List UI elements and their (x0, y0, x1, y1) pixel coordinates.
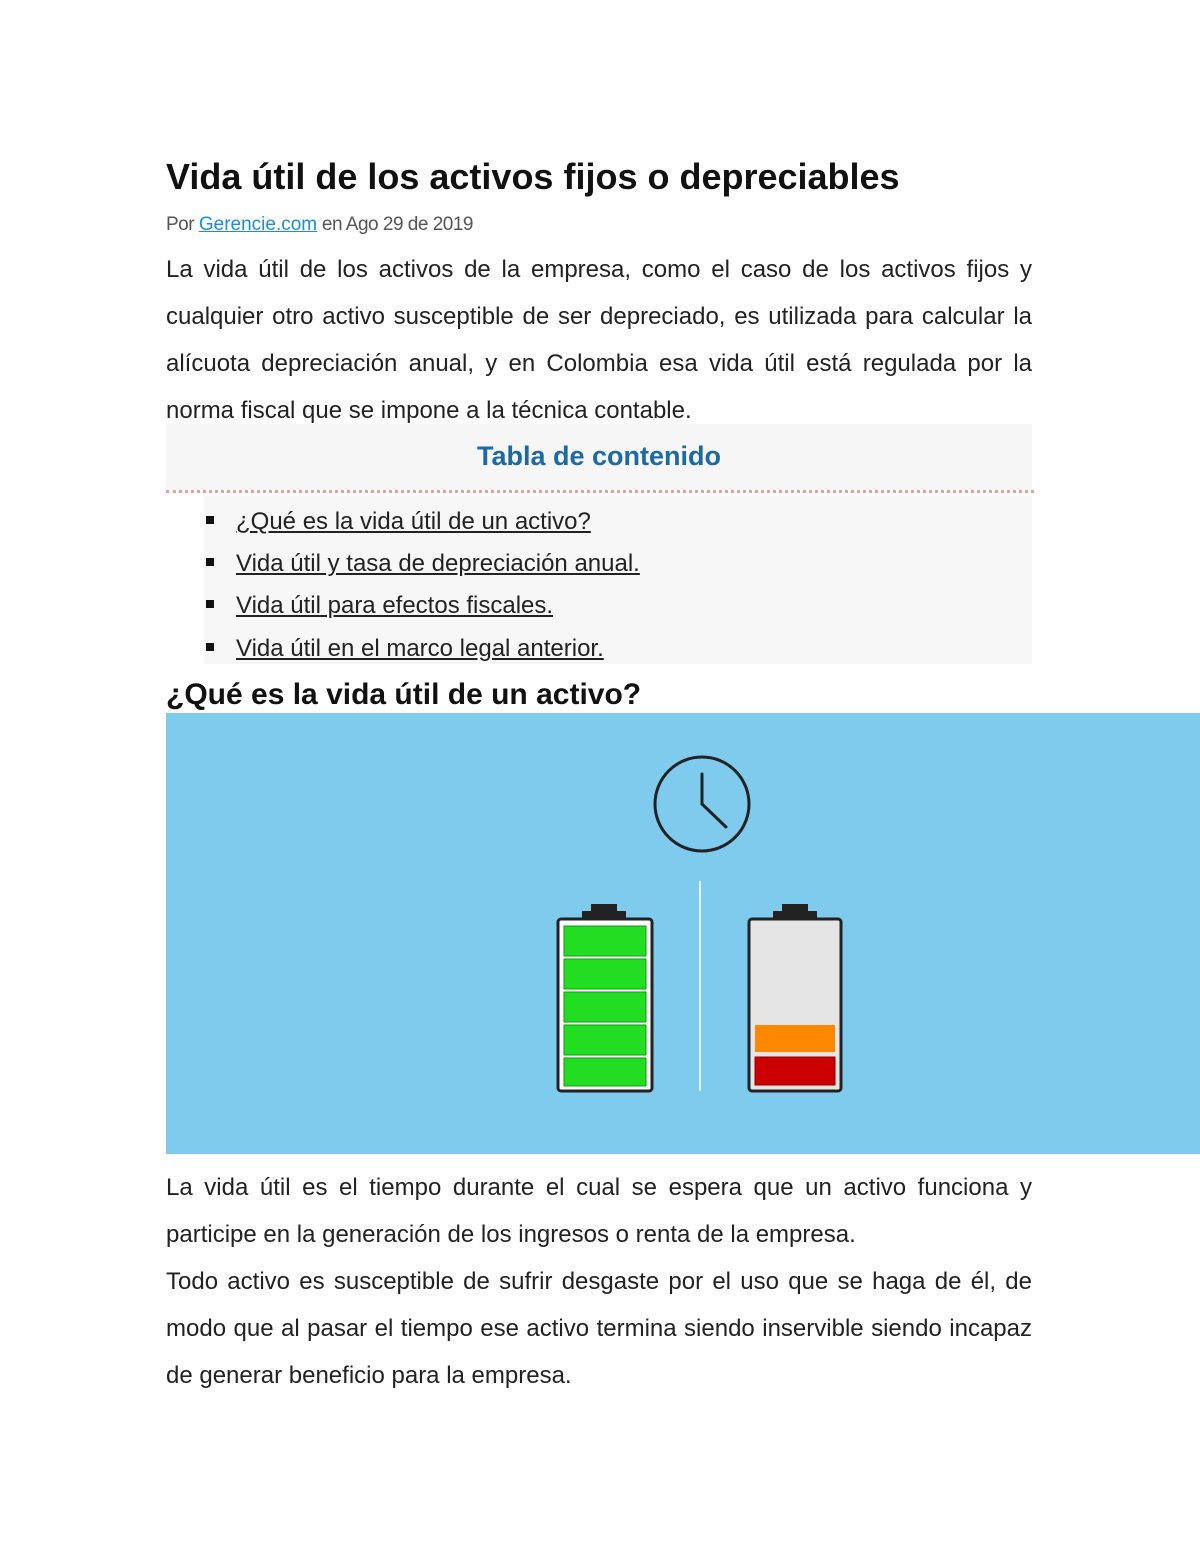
battery-cell (564, 1058, 646, 1086)
table-of-contents-header (166, 424, 1032, 490)
bullet-icon (206, 558, 214, 566)
body-paragraph: Todo activo es susceptible de sufrir desgaste por el uso que se haga de él, de modo que al pasar el tiempo ese activo termina siendo inservible siendo incapaz de generar beneficio para la empresa. (166, 1268, 1032, 1389)
low-battery-icon (749, 904, 841, 1091)
article-title: Vida útil de los activos fijos o depreciables (166, 156, 900, 197)
battery-illustration (166, 713, 1200, 1154)
toc-item (206, 588, 553, 624)
illustration-background (166, 713, 1200, 1154)
bullet-icon (206, 643, 214, 651)
toc-divider (166, 490, 1034, 493)
byline-date: en Ago 29 de 2019 (321, 214, 473, 235)
battery-cell (564, 926, 646, 956)
author-link[interactable]: Gerencie.com (198, 214, 318, 235)
bullet-icon (206, 516, 214, 524)
battery-cell (564, 959, 646, 989)
toc-link[interactable]: ¿Qué es la vida útil de un activo? (236, 508, 591, 535)
battery-cell (564, 1025, 646, 1055)
intro-paragraph: La vida útil de los activos de la empresa, como el caso de los activos fijos y cualquier otro activo susceptible de ser depreciado, es utilizada para calcular la alícuota depreciación anual, y en Colombia esa vida útil está regulada por la norma fiscal que se impone a la técnica contable. (166, 256, 1032, 424)
byline-prefix: Por (166, 214, 195, 235)
toc-link[interactable]: Vida útil y tasa de depreciación anual. (236, 550, 640, 577)
toc-item (206, 631, 604, 667)
battery-cell-orange (755, 1025, 835, 1052)
article-byline (166, 212, 473, 238)
toc-link[interactable]: Vida útil en el marco legal anterior. (236, 635, 604, 662)
body-paragraph: La vida útil es el tiempo durante el cual se espera que un activo funciona y participe en la generación de los ingresos o renta de la empresa. (166, 1174, 1032, 1248)
bullet-icon (206, 600, 214, 608)
toc-item (206, 546, 640, 582)
toc-title: Tabla de contenido (476, 441, 721, 471)
battery-cell (564, 992, 646, 1022)
toc-item (206, 504, 591, 540)
toc-link[interactable]: Vida útil para efectos fiscales. (236, 592, 554, 619)
battery-cell-red (755, 1057, 835, 1085)
full-battery-icon (558, 904, 652, 1091)
section-heading: ¿Qué es la vida útil de un activo? (166, 678, 642, 711)
